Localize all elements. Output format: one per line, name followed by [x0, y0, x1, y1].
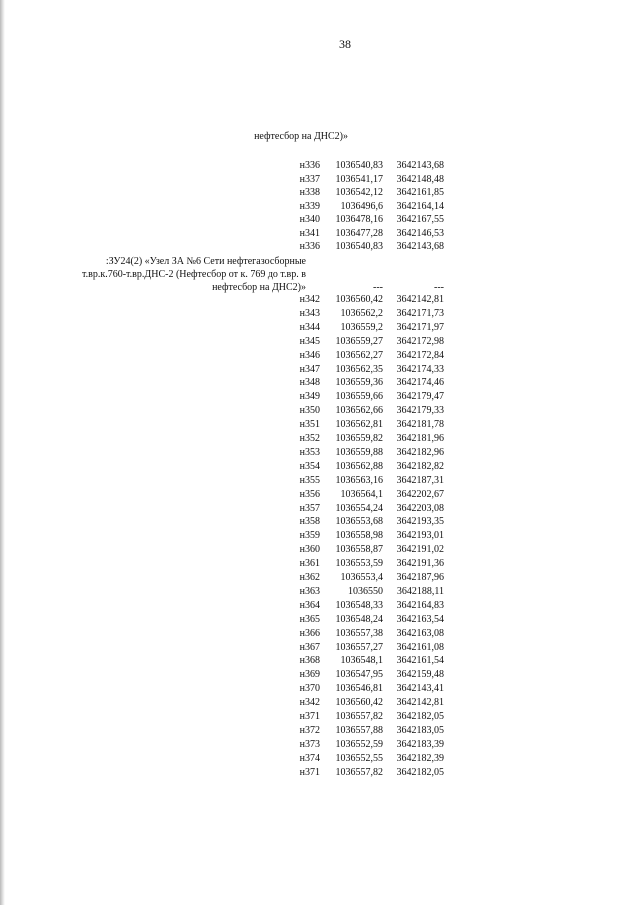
x-coordinate: 1036478,16: [335, 214, 383, 225]
point-number: н361: [299, 558, 320, 570]
y-coordinate: 3642182,96: [396, 446, 444, 458]
y-coordinate: 3642179,33: [396, 405, 444, 417]
x-coordinate: 1036548,24: [335, 613, 383, 625]
y-coordinate: 3642164,83: [396, 599, 444, 611]
x-coordinate: 1036563,16: [335, 474, 383, 486]
x-coordinate: 1036562,2: [340, 307, 383, 319]
point-number: н341: [299, 227, 320, 239]
table-row: [0, 641, 640, 654]
table-row: [0, 613, 640, 626]
x-coordinate: 1036562,81: [335, 419, 383, 431]
table-row: [0, 738, 640, 751]
x-coordinate: 1036559,66: [335, 391, 383, 403]
table-row: [0, 543, 640, 556]
table-row: [0, 173, 640, 186]
x-coordinate: 1036540,83: [335, 160, 383, 171]
point-number: н360: [299, 544, 320, 556]
point-number: н372: [299, 724, 320, 736]
y-coordinate: 3642172,98: [396, 335, 444, 347]
point-number: н356: [299, 488, 320, 500]
point-number: н366: [299, 627, 320, 639]
point-number: н340: [299, 214, 320, 225]
x-coordinate: 1036550: [348, 585, 383, 597]
table-row: [0, 766, 640, 779]
y-coordinate: 3642174,46: [396, 377, 444, 389]
y-coordinate: 3642161,85: [396, 187, 444, 198]
y-coordinate: 3642161,54: [396, 655, 444, 667]
y-coordinate: 3642148,48: [396, 173, 444, 185]
heading-fragment: нефтесбор на ДНС2)»: [254, 131, 348, 142]
x-coordinate: 1036477,28: [335, 227, 383, 239]
point-number: н355: [299, 474, 320, 486]
table-row: [0, 390, 640, 403]
x-coordinate: 1036552,59: [335, 738, 383, 750]
table-row: [0, 432, 640, 445]
y-coordinate: 3642191,36: [396, 558, 444, 570]
table-row: [0, 557, 640, 570]
y-coordinate: 3642163,54: [396, 613, 444, 625]
point-number: н359: [299, 530, 320, 542]
table-row: [0, 515, 640, 528]
y-coordinate: 3642187,96: [396, 572, 444, 583]
point-number: н343: [299, 307, 320, 319]
x-coordinate: 1036560,42: [335, 294, 383, 305]
y-coordinate: 3642163,08: [396, 627, 444, 639]
point-number: н374: [299, 752, 320, 764]
y-coordinate: 3642193,35: [396, 516, 444, 528]
point-number: н353: [299, 446, 320, 458]
y-coordinate: 3642193,01: [396, 530, 444, 542]
y-coordinate: 3642161,08: [396, 641, 444, 653]
point-number: н337: [299, 173, 320, 185]
y-coordinate: 3642183,05: [396, 724, 444, 736]
table-row: [0, 488, 640, 501]
x-coordinate: 1036562,88: [335, 460, 383, 472]
y-coordinate: 3642171,97: [396, 321, 444, 333]
table-row: [0, 446, 640, 459]
point-number: н347: [299, 363, 320, 375]
table-row: [0, 752, 640, 765]
y-coordinate: 3642146,53: [396, 227, 444, 239]
x-coordinate: 1036559,36: [335, 377, 383, 389]
y-coordinate: 3642203,08: [396, 502, 444, 514]
x-coordinate: 1036542,12: [335, 187, 383, 198]
section-y-dash: ---: [434, 282, 444, 293]
point-number: н348: [299, 377, 320, 389]
section-x-dash: ---: [373, 282, 383, 293]
y-coordinate: 3642164,14: [396, 200, 444, 212]
point-number: н358: [299, 516, 320, 528]
section-heading-line-1: :ЗУ24(2) «Узел ЗА №6 Сети нефтегазосборные: [105, 256, 306, 267]
table-row: [0, 349, 640, 362]
table-row: [0, 654, 640, 667]
table-row: [0, 502, 640, 515]
point-number: н346: [299, 349, 320, 361]
point-number: н342: [299, 697, 320, 709]
x-coordinate: 1036552,55: [335, 752, 383, 764]
table-row: [0, 321, 640, 334]
table-row: [0, 418, 640, 431]
y-coordinate: 3642181,78: [396, 419, 444, 431]
x-coordinate: 1036562,35: [335, 363, 383, 375]
point-number: н342: [299, 294, 320, 305]
x-coordinate: 1036559,82: [335, 433, 383, 444]
point-number: н368: [299, 655, 320, 667]
y-coordinate: 3642167,55: [396, 214, 444, 225]
table-row: [0, 710, 640, 723]
point-number: н336: [299, 160, 320, 171]
y-coordinate: 3642182,82: [396, 460, 444, 472]
x-coordinate: 1036558,98: [335, 530, 383, 542]
y-coordinate: 3642188,11: [396, 585, 444, 597]
point-number: н350: [299, 405, 320, 417]
table-row: [0, 460, 640, 473]
point-number: н362: [299, 572, 320, 583]
table-row: [0, 474, 640, 487]
x-coordinate: 1036564,1: [340, 488, 383, 500]
x-coordinate: 1036554,24: [335, 502, 383, 514]
point-number: н357: [299, 502, 320, 514]
point-number: н345: [299, 335, 320, 347]
table-row: [0, 363, 640, 376]
x-coordinate: 1036557,82: [335, 766, 383, 778]
table-row: [0, 682, 640, 695]
y-coordinate: 3642172,84: [396, 349, 444, 361]
y-coordinate: 3642182,05: [396, 711, 444, 722]
x-coordinate: 1036559,2: [340, 321, 383, 333]
table-row: [0, 200, 640, 213]
x-coordinate: 1036562,66: [335, 405, 383, 417]
section-heading-line-2: т.вр.к.760-т.вр.ДНС-2 (Нефтесбор от к. 769 до т.вр. в: [82, 269, 306, 280]
point-number: н367: [299, 641, 320, 653]
y-coordinate: 3642143,68: [396, 160, 444, 171]
y-coordinate: 3642142,81: [396, 294, 444, 305]
y-coordinate: 3642143,41: [396, 683, 444, 695]
x-coordinate: 1036557,88: [335, 724, 383, 736]
y-coordinate: 3642159,48: [396, 669, 444, 681]
table-row: [0, 186, 640, 199]
y-coordinate: 3642179,47: [396, 391, 444, 403]
table-row: [0, 307, 640, 320]
page-number: 38: [339, 37, 351, 51]
y-coordinate: 3642191,02: [396, 544, 444, 556]
table-row: [0, 376, 640, 389]
table-row: [0, 668, 640, 681]
x-coordinate: 1036559,27: [335, 335, 383, 347]
y-coordinate: 3642171,73: [396, 307, 444, 319]
table-row: [0, 159, 640, 172]
x-coordinate: 1036557,27: [335, 641, 383, 653]
x-coordinate: 1036553,4: [340, 572, 383, 583]
point-number: н336: [299, 241, 320, 252]
x-coordinate: 1036562,27: [335, 349, 383, 361]
x-coordinate: 1036553,68: [335, 516, 383, 528]
x-coordinate: 1036560,42: [335, 697, 383, 709]
y-coordinate: 3642187,31: [396, 474, 444, 486]
table-row: [0, 571, 640, 584]
table-row: [0, 627, 640, 640]
point-number: н339: [299, 200, 320, 212]
x-coordinate: 1036548,33: [335, 599, 383, 611]
point-number: н344: [299, 321, 320, 333]
x-coordinate: 1036541,17: [335, 173, 383, 185]
x-coordinate: 1036559,88: [335, 446, 383, 458]
y-coordinate: 3642182,39: [396, 752, 444, 764]
point-number: н371: [299, 711, 320, 722]
x-coordinate: 1036548,1: [340, 655, 383, 667]
table-row: [0, 213, 640, 226]
point-number: н371: [299, 766, 320, 778]
y-coordinate: 3642181,96: [396, 433, 444, 444]
point-number: н363: [299, 585, 320, 597]
table-row: [0, 599, 640, 612]
point-number: н338: [299, 187, 320, 198]
table-row: [0, 724, 640, 737]
x-coordinate: 1036496,6: [340, 200, 383, 212]
table-row: [0, 585, 640, 598]
x-coordinate: 1036553,59: [335, 558, 383, 570]
table-row: [0, 227, 640, 240]
x-coordinate: 1036557,38: [335, 627, 383, 639]
y-coordinate: 3642143,68: [396, 241, 444, 252]
section-heading-line-3: нефтесбор на ДНС2)»: [212, 282, 306, 293]
x-coordinate: 1036547,95: [335, 669, 383, 681]
table-row: [0, 240, 640, 253]
table-row: [0, 335, 640, 348]
point-number: н352: [299, 433, 320, 444]
table-row: [0, 696, 640, 709]
y-coordinate: 3642202,67: [396, 488, 444, 500]
y-coordinate: 3642182,05: [396, 766, 444, 778]
x-coordinate: 1036557,82: [335, 711, 383, 722]
table-row: [0, 404, 640, 417]
table-row: [0, 293, 640, 306]
y-coordinate: 3642183,39: [396, 738, 444, 750]
x-coordinate: 1036558,87: [335, 544, 383, 556]
point-number: н354: [299, 460, 320, 472]
point-number: н369: [299, 669, 320, 681]
point-number: н349: [299, 391, 320, 403]
y-coordinate: 3642174,33: [396, 363, 444, 375]
x-coordinate: 1036540,83: [335, 241, 383, 252]
y-coordinate: 3642142,81: [396, 697, 444, 709]
point-number: н364: [299, 599, 320, 611]
x-coordinate: 1036546,81: [335, 683, 383, 695]
point-number: н373: [299, 738, 320, 750]
point-number: н351: [299, 419, 320, 431]
point-number: н370: [299, 683, 320, 695]
point-number: н365: [299, 613, 320, 625]
table-row: [0, 529, 640, 542]
